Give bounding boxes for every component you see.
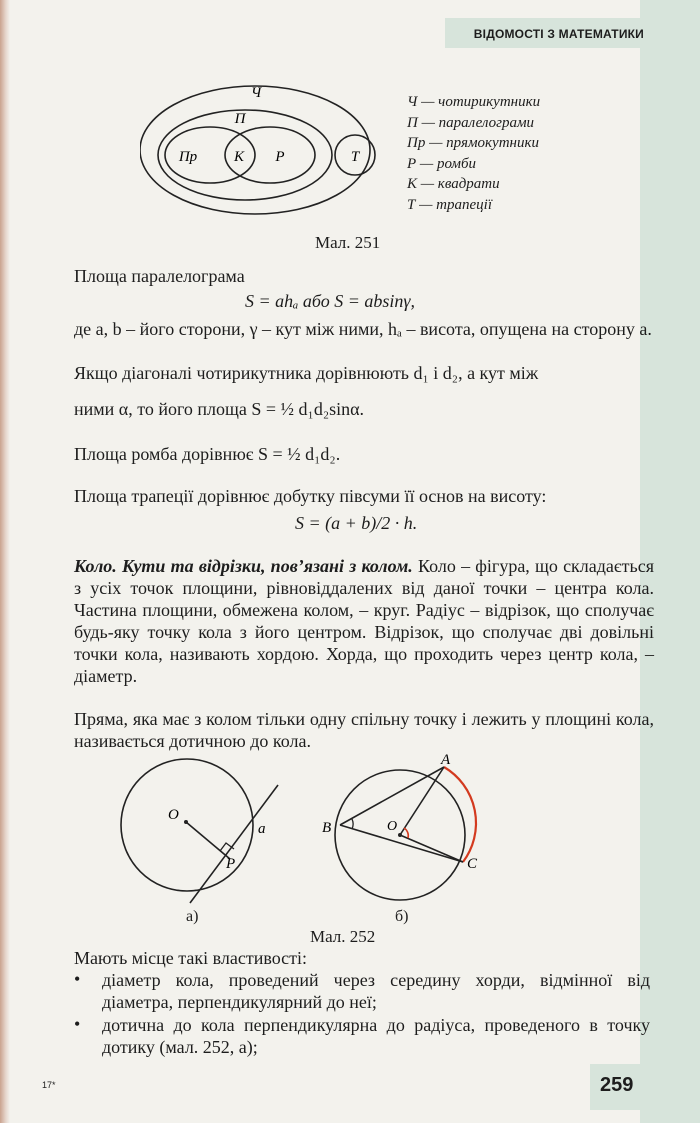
label-squares: К [234, 149, 244, 165]
legend-item: Пр — прямокутники [407, 135, 539, 151]
figure-252a-label: а) [186, 908, 199, 925]
legend-item: Р — ромби [407, 155, 477, 172]
property-item: дотична до кола перпендикулярна до радіуса, проведеного в точку дотику (мал. 252, а); [102, 1015, 650, 1057]
rhombus-area: Площа ромба дорівнює S = ½ d₁d₂. [74, 444, 341, 464]
point-o-label: O [168, 807, 179, 823]
tangent-definition: Пряма, яка має з колом тільки одну спільну точку і лежить у площині кола, називається дотичною до кола. [74, 709, 654, 751]
parallelogram-area-description: де a, b – його сторони, γ – кут між ними, hₐ – висота, опущена на сторону a. [74, 319, 652, 339]
legend-item: Ч — чотирикутники [407, 94, 541, 110]
figure-252-caption: Мал. 252 [310, 927, 376, 946]
section-title: ВІДОМОСТІ З МАТЕМАТИКИ [473, 27, 644, 41]
circle-section [74, 555, 654, 687]
label-trapezoids: Т [350, 149, 360, 165]
point-o-label: O [387, 819, 398, 834]
line-a-label: a [258, 821, 266, 837]
legend-item: К — квадрати [407, 176, 500, 192]
label-quadrilaterals: Ч [250, 85, 262, 101]
quadrilateral-area-line-2: ними α, то його площа S = ½ d₁d₂sinα. [74, 399, 365, 419]
label-rhombuses: Р [275, 149, 285, 165]
point-c-label: C [467, 856, 478, 872]
trapezoid-area: Площа трапеції дорівнює добутку півсуми її основ на висоту: [74, 486, 547, 506]
legend-item: П — паралелограми [407, 114, 535, 131]
parallelogram-area-title: Площа паралелограма [74, 266, 245, 286]
parallelogram-area-formula: S = ahₐ або S = absinγ, [245, 291, 415, 311]
figure-251-diagram [140, 80, 390, 230]
figure-252b-inscribed-angle-diagram [315, 750, 500, 920]
label-rectangles: Пр [178, 149, 198, 165]
point-b-label: B [322, 820, 332, 836]
figure-252a-tangent-diagram [110, 755, 290, 915]
properties-intro: Мають місце такі властивості: [74, 948, 308, 968]
page-binding-edge [0, 0, 10, 1123]
legend-item: Т — трапеції [407, 196, 493, 213]
point-p-label: P [226, 856, 236, 872]
bullet-marker: • [74, 969, 81, 989]
page-number: 259 [600, 1074, 634, 1096]
circle-section-body: Коло – фігура, що складається з усіх точок площини, рівновіддалених від даної точки – центра кола. Частина площини, обмежена колом, – круг. Радіус – відрізок, що сполучає будь-яку точку кола з його центром. Відрізок, що сполучає дві довільні точки кола, називають хордою. Хорда, що проходить через центр кола, – діаметр. [74, 556, 654, 686]
figure-251-legend [407, 92, 540, 215]
point-a-label: A [441, 752, 451, 768]
quadrilateral-area-line-1: Якщо діагоналі чотирикутника дорівнюють d₁ і d₂, а кут між [74, 363, 539, 383]
signature-mark: 17* [42, 1080, 56, 1090]
trapezoid-area-formula: S = (a + b)/2 · h. [295, 513, 418, 533]
figure-251-caption: Мал. 251 [315, 233, 381, 252]
circle-section-heading: Коло. Кути та відрізки, пов’язані з колом. [74, 556, 413, 576]
figure-252b-label: б) [395, 908, 409, 925]
label-parallelograms: П [234, 111, 246, 127]
property-item: діаметр кола, проведений через середину хорди, відмінної від діаметра, перпендикулярний до неї; [102, 970, 650, 1012]
bullet-marker: • [74, 1014, 81, 1034]
